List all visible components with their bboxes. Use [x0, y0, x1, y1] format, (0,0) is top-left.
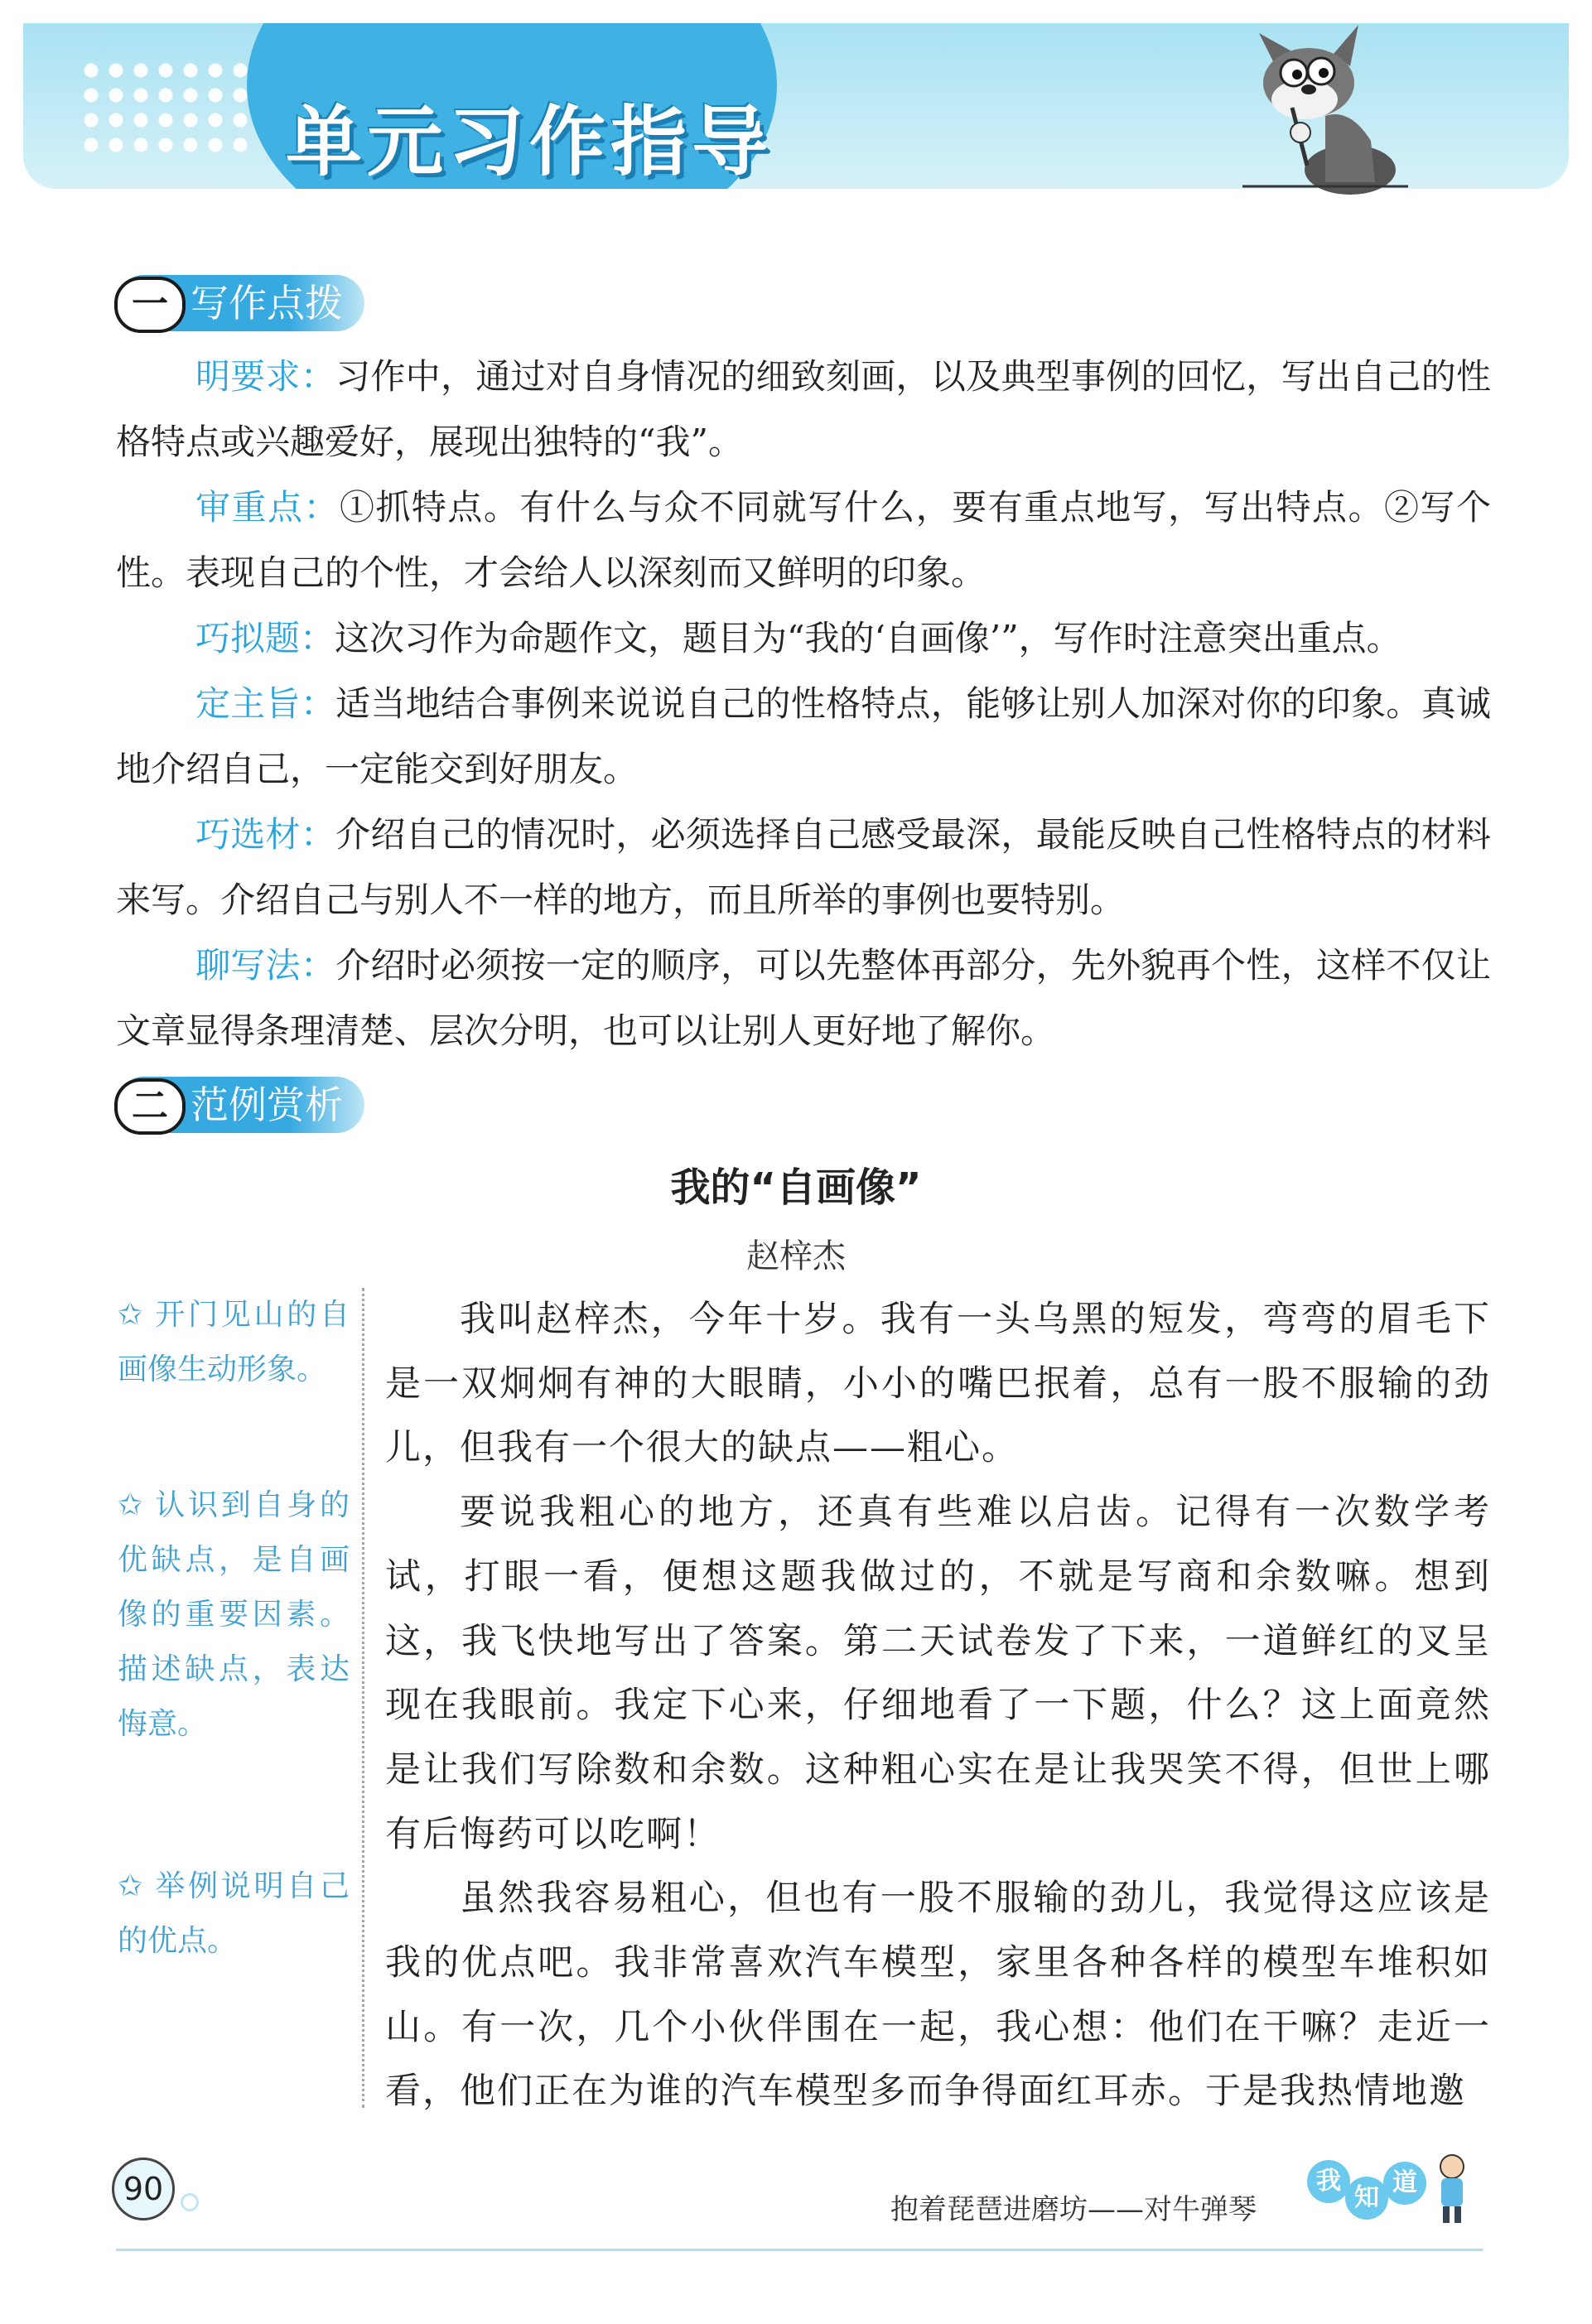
- section-title: 范例赏析: [191, 1082, 343, 1127]
- tip-label: 审重点：: [195, 487, 340, 528]
- tip-material: [116, 802, 1491, 933]
- annotation-divider: [362, 1288, 364, 2108]
- tip-label: 明要求：: [195, 356, 336, 397]
- annotation-note: ✩ 举例说明自己的优点。: [118, 1869, 350, 1958]
- writing-tips: [116, 344, 1491, 1063]
- essay-paragraph: 虽然我容易粗心，但也有一股不服输的劲儿，我觉得这应该是我的优点吧。我非常喜欢汽车模型，家里各种各样的模型车堆积如山。有一次，几个小伙伴围在一起，我心想：他们在干嘛？走近一看，他们正在为谁的汽车模型多而争得面红耳赤。于是我热情地邀: [385, 1878, 1491, 2113]
- tip-text: 介绍自己的情况时，必须选择自己感受最深，最能反映自己性格特点的材料来写。介绍自己与别人不一样的地方，而且所举的事例也要特别。: [116, 814, 1491, 920]
- badge-char: 知: [1345, 2177, 1388, 2220]
- page-title: 单元习作指导: [286, 98, 774, 186]
- section-number: 二: [114, 1078, 186, 1135]
- section-title: 写作点拨: [191, 281, 343, 325]
- footer-divider: [116, 2249, 1483, 2251]
- section-header-writing-tips: [116, 275, 364, 331]
- tip-text: 习作中，通过对自身情况的细致刻画，以及典型事例的回忆，写出自己的性格特点或兴趣爱好，展现出独特的“我”。: [116, 356, 1491, 462]
- essay-author: 赵梓杰: [746, 1237, 846, 1275]
- tip-label: 定主旨：: [195, 683, 336, 724]
- tip-label: 聊写法：: [195, 945, 336, 986]
- essay-paragraph: 要说我粗心的地方，还真有些难以启齿。记得有一次数学考试，打眼一看，便想这题我做过的，不就是写商和余数嘛。想到这，我飞快地写出了答案。第二天试卷发了下来，一道鲜红的叉呈现在我眼前。我定下心来，仔细地看了一下题，什么？这上面竟然是让我们写除数和余数。这种粗心实在是让我哭笑不得，但世上哪有后悔药可以吃啊！: [385, 1492, 1491, 1855]
- tip-text: 这次习作为命题作文，题目为“我的‘自画像’”，写作时注意突出重点。: [335, 618, 1401, 658]
- section-number: 一: [114, 277, 186, 333]
- essay-title: 我的“自画像”: [670, 1164, 922, 1211]
- tip-label: 巧拟题：: [195, 618, 335, 658]
- annotation-note: ✩ 认识到自身的优缺点，是自画像的重要因素。描述缺点，表达悔意。: [118, 1488, 350, 1741]
- tip-text: 介绍时必须按一定的顺序，可以先整体再部分，先外貌再个性，这样不仅让文章显得条理清楚、层次分明，也可以让别人更好地了解你。: [116, 945, 1491, 1051]
- tip-requirement: [116, 344, 1491, 475]
- tip-title: [116, 605, 1491, 671]
- badge-char: 道: [1383, 2162, 1426, 2205]
- page-dot-decoration: [181, 2193, 199, 2211]
- essay-paragraph: 我叫赵梓杰，今年十岁。我有一头乌黑的短发，弯弯的眉毛下是一双炯炯有神的大眼睛，小小的嘴巴抿着，总有一股不服输的劲儿，但我有一个很大的缺点——粗心。: [385, 1299, 1491, 1469]
- tip-method: [116, 933, 1491, 1063]
- footer-idiom: 抱着琵琶进磨坊——对牛弹琴: [890, 2193, 1257, 2226]
- tip-theme: [116, 671, 1491, 802]
- tip-text: ①抓特点。有什么与众不同就写什么，要有重点地写，写出特点。②写个性。表现自己的个性，才会给人以深刻而又鲜明的印象。: [116, 487, 1491, 593]
- essay-body: [385, 1288, 1491, 2124]
- tip-label: 巧选材：: [195, 814, 336, 855]
- did-you-know-badge: [1307, 2152, 1473, 2235]
- tip-text: 适当地结合事例来说说自己的性格特点，能够让别人加深对你的印象。真诚地介绍自己，一定能交到好朋友。: [116, 683, 1491, 789]
- tip-focus: [116, 475, 1491, 605]
- annotation-note: ✩ 开门见山的自画像生动形象。: [118, 1298, 350, 1386]
- cat-mascot-icon: [1226, 17, 1416, 207]
- badge-char: 我: [1307, 2160, 1350, 2203]
- page-number: 90: [112, 2158, 175, 2220]
- kid-figure-icon: [1431, 2152, 1473, 2226]
- section-header-model-essay: [116, 1077, 364, 1133]
